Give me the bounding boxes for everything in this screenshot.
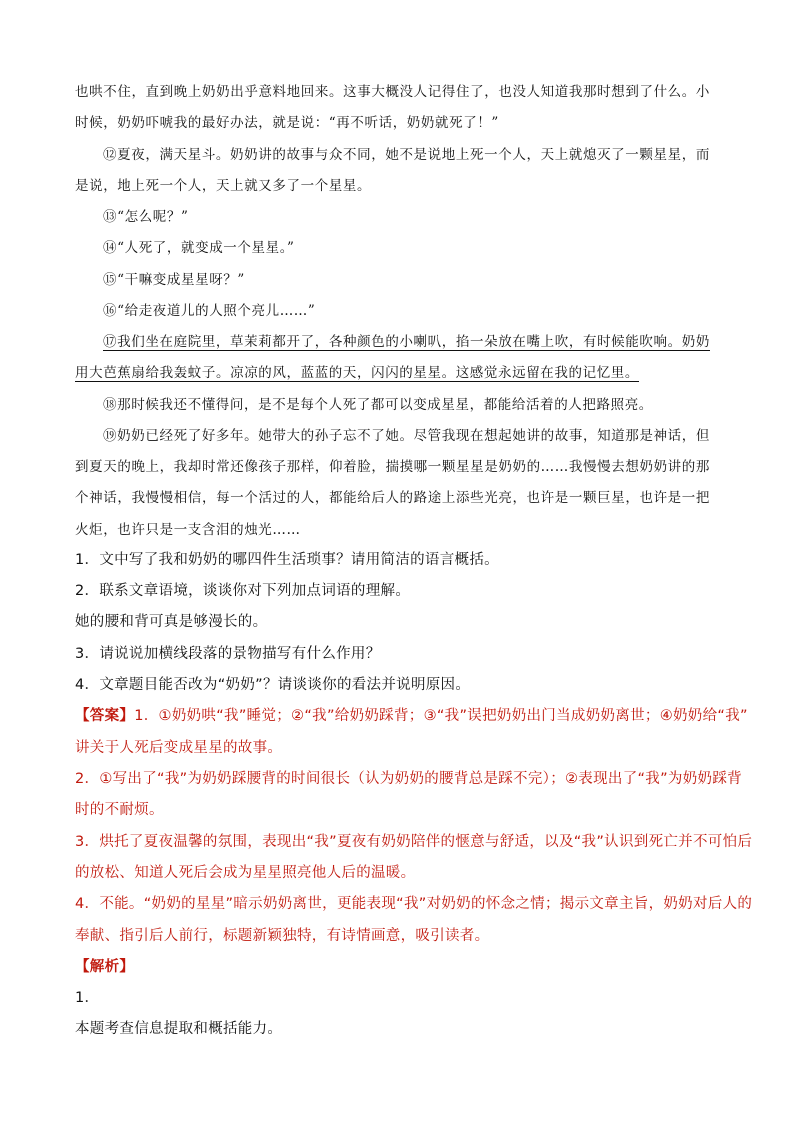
question-2: 2．联系文章语境，谈谈你对下列加点词语的理解。: [75, 583, 411, 599]
answer-2-line1: 2．①写出了“我”为奶奶踩腰背的时间很长（认为奶奶的腰背总是踩不完）；②表现出了“我”为奶奶踩背: [75, 771, 742, 787]
paragraph-13: ⑬“怎么呢？”: [103, 209, 189, 225]
question-1: 1．文中写了我和奶奶的哪四件生活琐事？请用简洁的语言概括。: [75, 552, 499, 568]
passage-line: 到夏天的晚上，我却时常还像孩子那样，仰着脸，揣摸哪一颗星星是奶奶的……我慢慢去想奶奶讲的那: [75, 459, 710, 475]
passage-line: 是说，地上死一个人，天上就又多了一个星星。: [75, 178, 372, 194]
answer-3-line1: 3．烘托了夏夜温馨的氛围，表现出“我”夏夜有奶奶陪伴的惬意与舒适，以及“我”认识到死亡并不可怕后: [75, 834, 753, 850]
answer-4-line2: 奉献、指引后人前行，标题新颖独特，有诗情画意，吸引读者。: [75, 928, 490, 944]
analysis-text: 本题考查信息提取和概括能力。: [75, 1021, 283, 1037]
passage-line: 火炬，也许只是一支含泪的烛光……: [75, 522, 301, 538]
analysis-label: 【解析】: [75, 959, 135, 975]
underlined-paragraph-17: ⑰我们坐在庭院里，草茉莉都开了，各种颜色的小喇叭，掐一朵放在嘴上吹，有时候能吹响。奶奶: [103, 334, 710, 350]
paragraph-15: ⑮“干嘛变成星星呀？”: [103, 272, 245, 288]
paragraph-16: ⑯“给走夜道儿的人照个亮儿……”: [103, 303, 316, 319]
answer-3-line2: 的放松、知道人死后会成为星星照亮他人后的温暖。: [75, 865, 416, 881]
answer-4-line1: 4．不能。“奶奶的星星”暗示奶奶离世，更能表现“我”对奶奶的怀念之情；揭示文章主旨，奶奶对后人的: [75, 896, 753, 912]
passage-line: 个神话，我慢慢相信，每一个活过的人，都能给后人的路途上添些光亮，也许是一颗巨星，也许是一把: [75, 490, 710, 506]
paragraph-18: ⑱那时候我还不懂得问，是不是每个人死了都可以变成星星，都能给活着的人把路照亮。: [103, 397, 653, 413]
answer-label: 【答案】: [75, 708, 135, 724]
passage-line: 也哄不住，直到晚上奶奶出乎意料地回来。这事大概没人记得住了，也没人知道我那时想到了什么。小: [75, 84, 710, 100]
paragraph-19: ⑲奶奶已经死了好多年。她带大的孙子忘不了她。尽管我现在想起她讲的故事，知道那是神话，但: [103, 428, 710, 444]
question-4: 4．文章题目能否改为“奶奶”？请谈谈你的看法并说明原因。: [75, 677, 471, 693]
answer-1-text: 1．①奶奶哄“我”睡觉；②“我”给奶奶踩背；③“我”误把奶奶出门当成奶奶离世；④奶奶给“我”: [134, 708, 748, 724]
question-2-sentence: 她的腰和背可真是够漫长的。: [75, 614, 268, 630]
paragraph-14: ⑭“人死了，就变成一个星星。”: [103, 240, 295, 256]
passage-line: 时候，奶奶吓唬我的最好办法，就是说：“再不听话，奶奶就死了！”: [75, 115, 499, 131]
answer-2-line2: 时的不耐烦。: [75, 802, 164, 818]
paragraph-12: ⑫夏夜，满天星斗。奶奶讲的故事与众不同，她不是说地上死一个人，天上就熄灭了一颗星星，而: [103, 147, 710, 163]
analysis-number: 1．: [75, 990, 100, 1006]
answer-1-line2: 讲关于人死后变成星星的故事。: [75, 740, 283, 756]
question-3: 3．请说说加横线段落的景物描写有什么作用？: [75, 646, 381, 662]
answer-1-line1: [75, 706, 748, 726]
underlined-paragraph-17-line2: 用大芭蕉扇给我轰蚊子。凉凉的风，蓝蓝的天，闪闪的星星。这感觉永远留在我的记忆里。: [75, 365, 639, 381]
